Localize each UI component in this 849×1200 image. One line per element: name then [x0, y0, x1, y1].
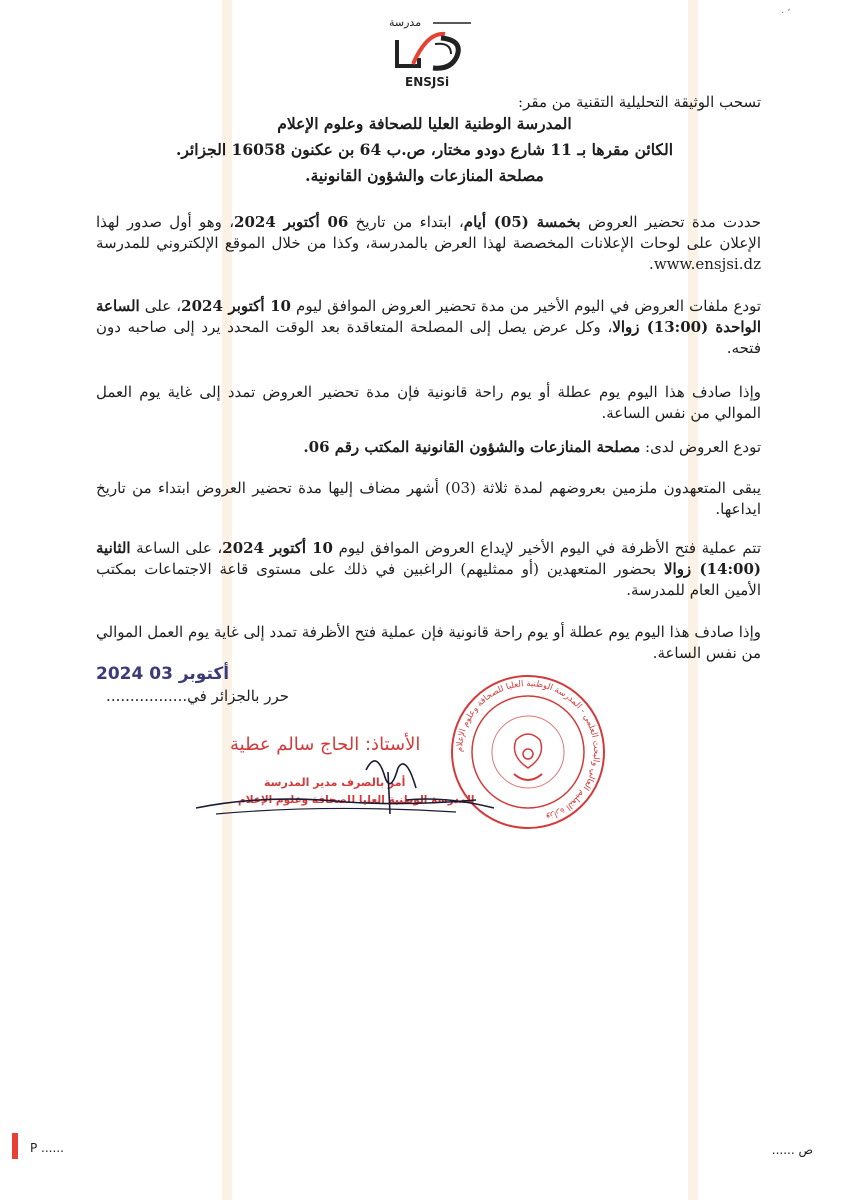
text-bold: 10 أكتوبر 2024	[222, 539, 333, 557]
page-number-latin: P ......	[30, 1141, 64, 1155]
institution-name: المدرسة الوطنية العليا للصحافة وعلوم الإعلام	[277, 114, 572, 133]
paragraph-submission	[96, 296, 761, 359]
text-bold: مصلحة المنازعات والشؤون القانونية المكتب رقم 06.	[303, 438, 641, 456]
paragraph-validity: يبقى المتعهدون ملزمين بعروضهم لمدة ثلاثة (03) أشهر مضاف إليها مدة تحضير العروض ابتداء من تاريخ ايداعها.	[96, 479, 761, 518]
paragraph-deposit-location	[96, 437, 761, 458]
text-bold: 10 أكتوبر 2024	[181, 297, 291, 315]
intro-line: تسحب الوثيقة التحليلية التقنية من مقر:	[518, 93, 761, 111]
corner-scan-mark: · ʼ	[781, 8, 791, 19]
text-span: تتم عملية فتح الأظرفة في اليوم الأخير لإيداع العروض الموافق ليوم	[333, 539, 762, 557]
text-span: تودع ملفات العروض في اليوم الأخير من مدة تحضير العروض الموافق ليوم	[290, 297, 762, 315]
text-span: ، على الساعة	[130, 539, 223, 557]
signed-at-line: حرر بالجزائر في.................	[106, 687, 289, 705]
signatory-name: الأستاذ: الحاج سالم عطية	[230, 734, 421, 755]
institution-department: مصلحة المنازعات والشؤون القانونية.	[305, 166, 544, 185]
seal-text: وزارة التعليم العالي والبحث العلمي - المدرسة الوطنية العليا للصحافة وعلوم الإعلام	[454, 678, 602, 823]
text-span: ، وهو أول صدور لهذا الإعلان على لوحات الإعلانات المخصصة لهذا العرض بالمدرسة، وكذا من خلال الموقع الإلكتروني للمدرسة www.ensjsi.dz.	[96, 213, 761, 273]
logo-arabic-text: مدرسة	[389, 16, 422, 29]
signatory-title: أمر بالصرف مدير المدرسة	[264, 776, 406, 789]
handwritten-signature	[176, 730, 516, 830]
paragraph-opening-extension: وإذا صادف هذا اليوم يوم عطلة أو يوم راحة قانونية فإن عملية فتح الأظرفة تمدد إلى غاية يوم العمل الموالي من نفس الساعة.	[96, 623, 761, 662]
ensjsi-logo	[383, 14, 475, 96]
text-span: ، وكل عرض يصل إلى المصلحة المتعاقدة بعد الوقت المحدد يرد إلى صاحبه دون فتحه.	[96, 318, 761, 357]
text-span: ، على	[139, 297, 182, 315]
text-span: ، ابتداء من تاريخ	[348, 213, 464, 231]
text-bold: الساعة الواحدة (13:00) زوالا	[96, 297, 762, 336]
date-stamp: 2024 أكتوبر 03	[96, 664, 230, 684]
paragraph-opening	[96, 538, 761, 601]
paragraph-offer-period	[96, 212, 761, 275]
footer-red-bar	[12, 1133, 18, 1159]
paragraph-holiday-extension: وإذا صادف هذا اليوم يوم عطلة أو يوم راحة قانونية فإن مدة تحضير العروض تمدد إلى غاية يوم العمل الموالي من نفس الساعة.	[96, 383, 761, 422]
text-bold: الثانية (14:00) زوالا	[96, 539, 761, 578]
text-span: تودع العروض لدى:	[640, 438, 761, 456]
signatory-school: المدرسة الوطنية العليا للصحافة وعلوم الإعلام	[238, 794, 475, 806]
signature-block	[176, 730, 516, 830]
text-span: حددت مدة تحضير العروض	[580, 213, 761, 231]
text-bold: 06 أكتوبر 2024	[234, 213, 349, 231]
text-span: بحضور المتعهدين (أو ممثليهم) الراغبين في ذلك على مستوى قاعة الاجتماعات بمكتب الأمين العام للمدرسة.	[96, 560, 761, 599]
logo-text: ENSJSi	[405, 75, 450, 89]
page-number-arabic: ص ......	[771, 1143, 813, 1157]
text-bold: بخمسة (05) أيام	[463, 213, 581, 231]
institution-address: الكائن مقرها بـ 11 شارع دودو مختار، ص.ب 64 بن عكنون 16058 الجزائر.	[175, 140, 674, 159]
